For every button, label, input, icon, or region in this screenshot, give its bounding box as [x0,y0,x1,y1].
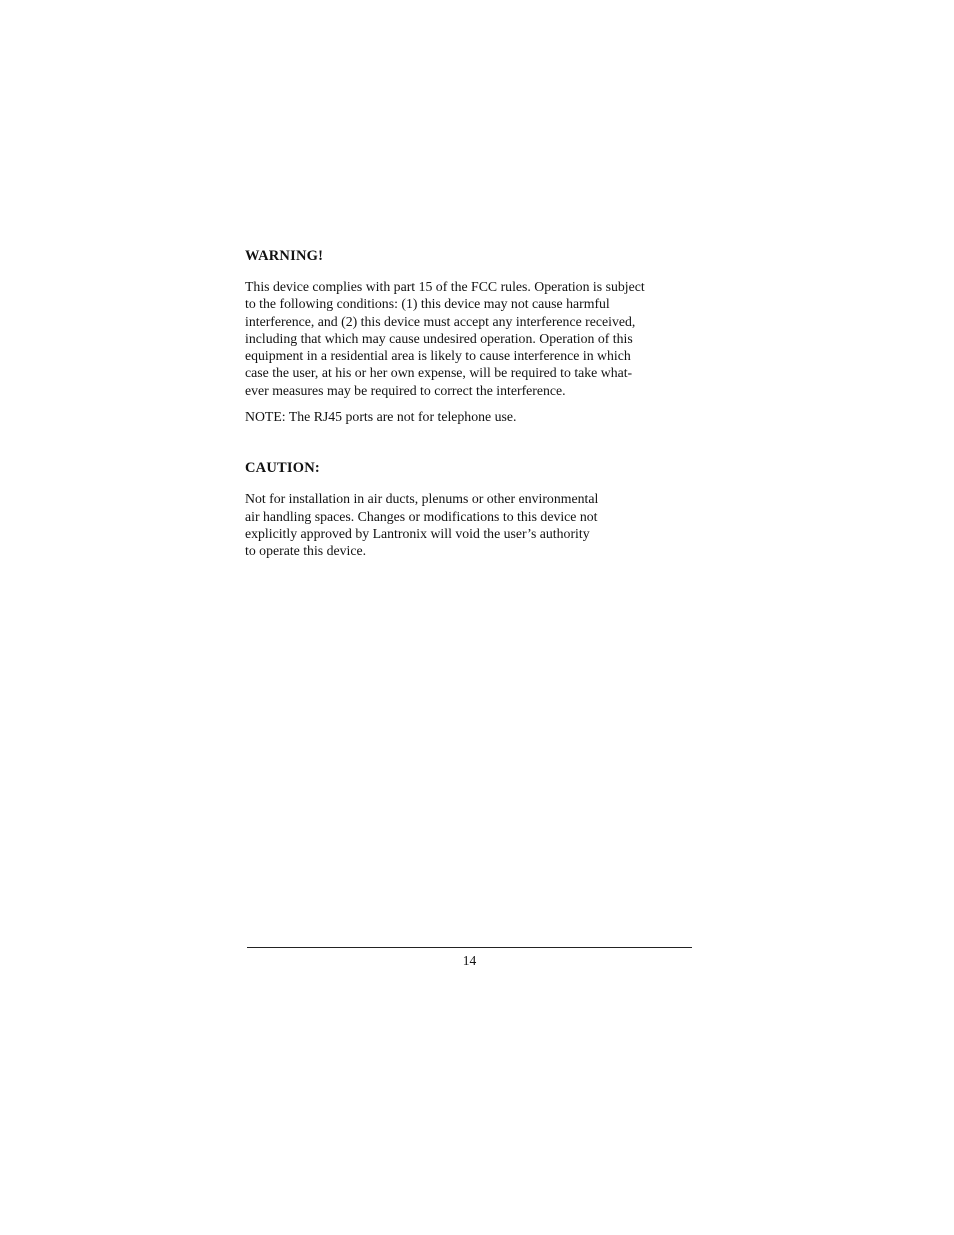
caution-line: explicitly approved by Lantronix will void the user’s authority [245,525,590,541]
caution-line: to operate this device. [245,543,367,559]
page-number: 14 [462,953,477,968]
caution-paragraph [245,490,697,559]
rj45-note: NOTE: The RJ45 ports are not for telephone use. [245,409,517,425]
caution-line: air handling spaces. Changes or modifications to this device not [245,508,598,524]
warning-line: to the following conditions: (1) this device may not cause harmful [245,296,610,312]
caution-heading: CAUTION: [245,460,320,477]
warning-line: ever measures may be required to correct the interference. [245,382,566,398]
warning-paragraph [245,278,697,399]
warning-line: interference, and (2) this device must accept any interference received, [245,313,636,329]
warning-line: This device complies with part 15 of the FCC rules. Operation is subject [245,279,645,294]
warning-heading: WARNING! [245,248,324,264]
warning-line: case the user, at his or her own expense, will be required to take what- [245,365,633,381]
footer-divider [247,947,692,948]
warning-line: including that which may cause undesired operation. Operation of this [245,330,633,346]
warning-line: equipment in a residential area is likely to cause interference in which [245,348,631,364]
page-content [245,246,697,560]
caution-line: Not for installation in air ducts, plenums or other environmental [245,491,599,507]
